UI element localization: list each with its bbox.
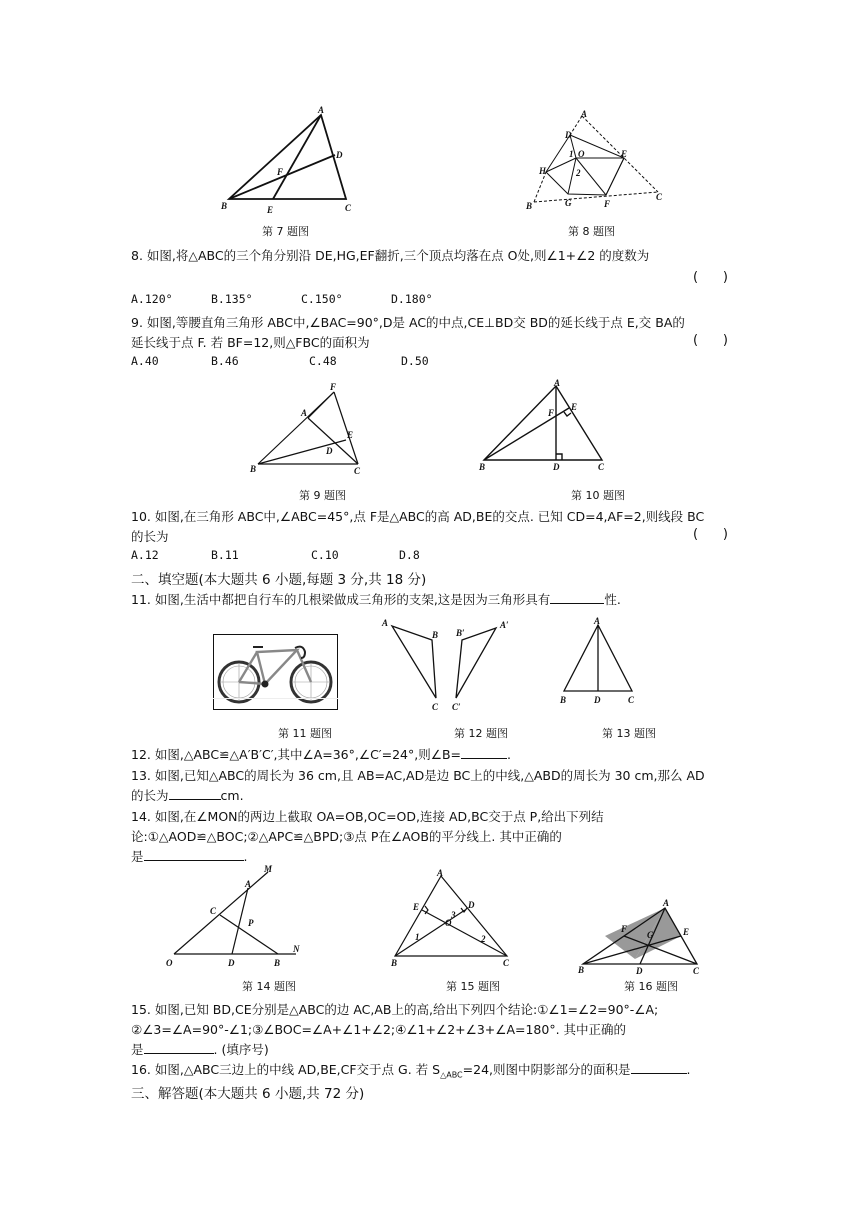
answer-blank-q12[interactable] <box>461 746 507 759</box>
svg-text:B: B <box>560 695 567 705</box>
svg-text:E: E <box>413 902 420 912</box>
option-b: B.46 <box>211 354 239 368</box>
question-10-line1: 10. 如图,在三角形 ABC中,∠ABC=45°,点 F是△ABC的高 AD,BE的交点. 已知 CD=4,AF=2,则线段 BC <box>131 509 705 524</box>
svg-text:M: M <box>264 864 273 874</box>
svg-text:N: N <box>293 944 300 954</box>
svg-text:B: B <box>250 464 257 474</box>
caption-fig11: 第 11 题图 <box>278 727 332 740</box>
caption-fig7: 第 7 题图 <box>262 225 309 238</box>
figure-11-bicycle-photo <box>213 634 338 710</box>
svg-text:D: D <box>326 446 333 456</box>
answer-blank-q11[interactable] <box>550 591 604 604</box>
figure-12-congruent-triangles <box>378 616 523 716</box>
svg-text:D: D <box>468 900 475 910</box>
svg-text:A: A <box>382 618 389 628</box>
figure-8-folded-triangle <box>518 110 678 215</box>
svg-text:A: A <box>581 110 588 119</box>
svg-text:C: C <box>345 203 352 213</box>
svg-text:H: H <box>539 166 547 176</box>
option-a: A.40 <box>131 354 159 368</box>
svg-text:D: D <box>336 150 343 160</box>
svg-text:P: P <box>248 918 254 928</box>
option-c: C.48 <box>309 354 337 368</box>
svg-text:A: A <box>318 105 325 115</box>
svg-text:F: F <box>330 382 337 392</box>
svg-text:B: B <box>479 462 486 472</box>
svg-text:B: B <box>221 201 228 211</box>
option-c: C.150° <box>301 292 343 306</box>
svg-text:A: A <box>554 378 561 388</box>
caption-fig8: 第 8 题图 <box>568 225 615 238</box>
caption-fig16: 第 16 题图 <box>624 980 678 993</box>
question-16-text: 16. 如图,△ABC三边上的中线 AD,BE,CF交于点 G. 若 S <box>131 1062 441 1077</box>
svg-text:F: F <box>621 924 628 934</box>
figure-13-isosceles-triangle <box>556 615 641 710</box>
option-a: A.12 <box>131 548 159 562</box>
option-a: A.120° <box>131 292 173 306</box>
caption-fig13: 第 13 题图 <box>602 727 656 740</box>
svg-text:B: B <box>578 965 585 974</box>
svg-text:B: B <box>274 958 281 968</box>
svg-text:E: E <box>621 149 628 159</box>
question-8-options <box>131 292 433 306</box>
svg-text:B: B <box>432 630 439 640</box>
question-14-tail: . <box>243 849 248 864</box>
svg-text:C: C <box>656 192 663 202</box>
option-d: D.8 <box>399 548 420 562</box>
figure-7-triangle <box>215 103 360 218</box>
question-15-text: 是 <box>131 1042 144 1057</box>
svg-text:D: D <box>565 130 572 140</box>
question-13-tail: cm. <box>220 788 244 803</box>
svg-text:E: E <box>571 402 578 412</box>
figure-10-triangle <box>474 378 614 473</box>
option-b: B.135° <box>211 292 253 306</box>
question-10-options <box>131 548 420 562</box>
question-12-text: 12. 如图,△ABC≌△A′B′C′,其中∠A=36°,∠C′=24°,则∠B= <box>131 747 461 762</box>
option-c: C.10 <box>311 548 339 562</box>
svg-text:F: F <box>548 408 555 418</box>
svg-text:O: O <box>445 918 452 928</box>
question-13-line2 <box>131 786 244 804</box>
answer-paren-q8: ( ) <box>693 270 728 285</box>
question-15-line2: ②∠3=∠A=90°-∠1;③∠BOC=∠A+∠1+∠2;④∠1+∠2+∠3+∠A=180°. 其中正确的 <box>131 1022 627 1037</box>
question-10-line2: 的长为 <box>131 529 169 544</box>
caption-fig10: 第 10 题图 <box>571 489 625 502</box>
answer-blank-q13[interactable] <box>169 787 221 800</box>
question-14-text: 是 <box>131 849 144 864</box>
svg-text:D: D <box>636 966 643 974</box>
answer-paren-q10: ( ) <box>693 527 728 542</box>
section-2-heading: 二、填空题(本大题共 6 小题,每题 3 分,共 18 分) <box>131 572 427 588</box>
question-16 <box>131 1060 690 1080</box>
svg-text:1: 1 <box>569 149 574 159</box>
answer-blank-q16[interactable] <box>631 1061 687 1074</box>
svg-text:A: A <box>301 408 308 418</box>
svg-text:E: E <box>683 927 690 937</box>
svg-text:D: D <box>228 958 235 968</box>
question-11-text: 11. 如图,生活中都把自行车的几根梁做成三角形的支架,这是因为三角形具有 <box>131 592 551 607</box>
question-11-tail: 性. <box>604 592 621 607</box>
question-9-options <box>131 354 429 368</box>
answer-paren-q9: ( ) <box>693 333 728 348</box>
svg-text:D: D <box>594 695 601 705</box>
svg-text:E: E <box>347 430 354 440</box>
svg-text:A: A <box>437 868 444 878</box>
caption-fig12: 第 12 题图 <box>454 727 508 740</box>
svg-text:A′: A′ <box>500 620 509 630</box>
svg-text:F: F <box>604 199 611 209</box>
question-8-stem: 8. 如图,将△ABC的三个角分别沿 DE,HG,EF翻折,三个顶点均落在点 O处,则∠1+∠2 的度数为 <box>131 248 650 263</box>
question-11 <box>131 590 621 608</box>
svg-text:C: C <box>598 462 605 472</box>
svg-text:C: C <box>432 702 439 712</box>
svg-text:B: B <box>391 958 398 968</box>
svg-text:C′: C′ <box>452 702 461 712</box>
question-16-text-2: =24,则图中阴影部分的面积是 <box>462 1062 631 1077</box>
caption-fig15: 第 15 题图 <box>446 980 500 993</box>
option-b: B.11 <box>211 548 239 562</box>
question-15-tail: . (填序号) <box>213 1042 269 1057</box>
svg-text:C: C <box>210 906 217 916</box>
svg-text:A: A <box>245 879 252 889</box>
svg-text:E: E <box>267 205 274 215</box>
svg-text:B: B <box>526 201 533 211</box>
question-16-subscript: △ABC <box>440 1070 463 1080</box>
question-9-line2: 延长线于点 F. 若 BF=12,则△FBC的面积为 <box>131 335 370 350</box>
figure-16-medians-shaded <box>575 898 705 974</box>
svg-text:B′: B′ <box>456 628 465 638</box>
svg-text:G: G <box>647 930 654 940</box>
question-15-line3 <box>131 1040 269 1058</box>
question-13-line1: 13. 如图,已知△ABC的周长为 36 cm,且 AB=AC,AD是边 BC上的中线,△ABD的周长为 30 cm,那么 AD <box>131 768 705 783</box>
svg-text:D: D <box>553 462 560 472</box>
svg-text:C: C <box>503 958 510 968</box>
figure-15-triangle-altitudes <box>385 868 517 970</box>
question-16-tail: . <box>686 1062 691 1077</box>
svg-text:3: 3 <box>451 910 456 920</box>
svg-text:C: C <box>693 966 700 974</box>
question-12-tail: . <box>507 747 511 762</box>
svg-text:A: A <box>663 898 670 908</box>
svg-text:O: O <box>578 149 585 159</box>
question-9-line1: 9. 如图,等腰直角三角形 ABC中,∠BAC=90°,D是 AC的中点,CE⊥BD交 BD的延长线于点 E,交 BA的 <box>131 315 685 330</box>
svg-text:G: G <box>565 198 572 208</box>
section-3-heading: 三、解答题(本大题共 6 小题,共 72 分) <box>131 1086 365 1102</box>
svg-text:2: 2 <box>481 934 486 944</box>
svg-text:A: A <box>594 616 601 626</box>
question-14-line2: 论:①△AOD≌△BOC;②△APC≌△BPD;③点 P在∠AOB的平分线上. 其中正确的 <box>131 829 562 844</box>
question-14-line1: 14. 如图,在∠MON的两边上截取 OA=OB,OC=OD,连接 AD,BC交于点 P,给出下列结 <box>131 809 604 824</box>
figure-14-angle-mon <box>160 860 310 972</box>
figure-9-triangle <box>248 380 373 475</box>
svg-text:O: O <box>166 958 173 968</box>
svg-text:F: F <box>277 167 284 177</box>
caption-fig14: 第 14 题图 <box>242 980 296 993</box>
svg-text:C: C <box>628 695 635 705</box>
question-13-text: 的长为 <box>131 788 169 803</box>
caption-fig9: 第 9 题图 <box>299 489 346 502</box>
answer-blank-q15[interactable] <box>144 1041 214 1054</box>
svg-text:1: 1 <box>415 932 420 942</box>
svg-text:2: 2 <box>576 168 581 178</box>
option-d: D.180° <box>391 292 433 306</box>
question-12 <box>131 745 511 763</box>
option-d: D.50 <box>401 354 429 368</box>
question-15-line1: 15. 如图,已知 BD,CE分别是△ABC的边 AC,AB上的高,给出下列四个结论:①∠1=∠2=90°-∠A; <box>131 1002 659 1017</box>
svg-text:C: C <box>354 466 361 475</box>
